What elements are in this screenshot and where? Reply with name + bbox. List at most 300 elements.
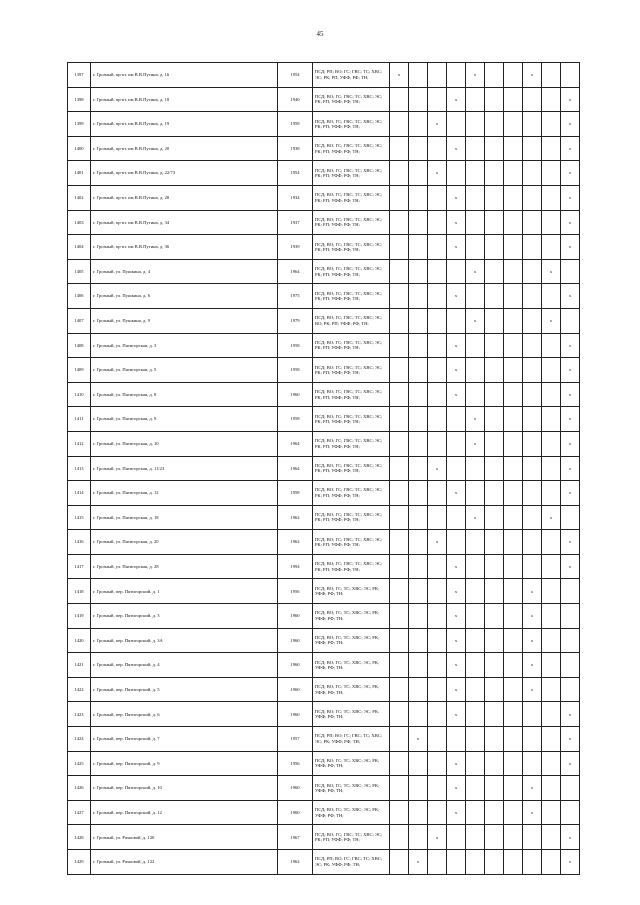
period-mark-cell <box>504 505 523 530</box>
period-mark-cell <box>390 136 409 161</box>
year-cell: 1956 <box>278 579 313 604</box>
period-mark-cell <box>542 333 561 358</box>
period-mark-cell <box>409 653 428 678</box>
year-cell: 1960 <box>278 677 313 702</box>
address-cell: г. Грозный, пр-кт. им В.В.Путина, д. 22/73 <box>91 161 278 186</box>
address-cell: г. Грозный, пер. Пятигорский, д. 3 <box>91 604 278 629</box>
year-cell: 1960 <box>278 628 313 653</box>
address-cell: г. Грозный, ул. Пушкина, д. 4 <box>91 259 278 284</box>
table-row <box>68 431 580 456</box>
period-mark-cell <box>466 185 485 210</box>
period-mark-cell <box>504 653 523 678</box>
works-list-cell: ПСД; ВО; ГС; ГВС; ТС; ХВС; ЭС; РК; РП; УФФ; РФ; ТН; <box>313 210 390 235</box>
works-list-cell: ПСД; ВО; ГС; ГВС; ТС; ХВС; ЭС; РК; РП; УФФ; РФ; ТН; <box>313 112 390 137</box>
table-row <box>68 87 580 112</box>
period-mark-cell <box>485 825 504 850</box>
period-mark-cell <box>466 530 485 555</box>
period-mark-cell: х <box>561 456 580 481</box>
period-mark-cell <box>523 87 542 112</box>
period-mark-cell <box>504 554 523 579</box>
address-cell: г. Грозный, пер. Пятигорский, д. 3А <box>91 628 278 653</box>
period-mark-cell <box>428 63 447 88</box>
period-mark-cell <box>485 333 504 358</box>
period-mark-cell <box>542 530 561 555</box>
period-mark-cell <box>447 112 466 137</box>
period-mark-cell <box>485 87 504 112</box>
period-mark-cell <box>428 87 447 112</box>
period-mark-cell: х <box>447 800 466 825</box>
address-cell: г. Грозный, ул. Пятигорская, д. 8 <box>91 382 278 407</box>
row-number: 1406 <box>68 284 91 309</box>
period-mark-cell: х <box>447 136 466 161</box>
period-mark-cell <box>504 776 523 801</box>
period-mark-cell <box>523 382 542 407</box>
row-number: 1402 <box>68 185 91 210</box>
period-mark-cell: х <box>561 87 580 112</box>
period-mark-cell <box>523 358 542 383</box>
period-mark-cell: х <box>561 382 580 407</box>
period-mark-cell <box>390 727 409 752</box>
works-list-cell: ПСД; ВО; ГС; ТС; ХВС; ЭС; РК; УФФ; РФ; ТН; <box>313 776 390 801</box>
period-mark-cell <box>409 702 428 727</box>
works-list-cell: ПСД; ВО; ГС; ГВС; ТС; ХВС; ЭС; РК; РП; УФФ; РФ; ТН; <box>313 554 390 579</box>
works-list-cell: ПСД; ВО; ГС; ГВС; ТС; ХВС; ЭС; РК; РП; УФФ; РФ; ТН; <box>313 456 390 481</box>
table-row <box>68 554 580 579</box>
period-mark-cell <box>409 800 428 825</box>
period-mark-cell <box>542 210 561 235</box>
row-number: 1423 <box>68 702 91 727</box>
period-mark-cell <box>542 63 561 88</box>
works-list-cell: ПСД; ВО; ГС; ГВС; ТС; ХВС; ЭС; РК; РП; УФФ; РФ; ТН; <box>313 161 390 186</box>
period-mark-cell <box>485 431 504 456</box>
period-mark-cell <box>409 112 428 137</box>
period-mark-cell <box>447 161 466 186</box>
period-mark-cell <box>409 284 428 309</box>
address-cell: г. Грозный, ул. Рахковой, д. 120 <box>91 825 278 850</box>
works-list-cell: ПСД; ВО; ГС; ГВС; ТС; ХВС; ЭС; РК; РП; УФФ; РФ; ТН; <box>313 136 390 161</box>
period-mark-cell: х <box>447 604 466 629</box>
period-mark-cell: х <box>561 481 580 506</box>
period-mark-cell <box>409 554 428 579</box>
row-number: 1426 <box>68 776 91 801</box>
address-cell: г. Грозный, ул. Пятигорская, д. 5 <box>91 358 278 383</box>
period-mark-cell <box>485 63 504 88</box>
year-cell: 1954 <box>278 63 313 88</box>
year-cell: 1958 <box>278 407 313 432</box>
address-cell: г. Грозный, ул. Пушкина, д. 6 <box>91 284 278 309</box>
period-mark-cell <box>542 628 561 653</box>
period-mark-cell <box>561 677 580 702</box>
period-mark-cell: х <box>542 505 561 530</box>
period-mark-cell <box>390 751 409 776</box>
period-mark-cell: х <box>447 333 466 358</box>
period-mark-cell <box>504 136 523 161</box>
period-mark-cell <box>466 653 485 678</box>
period-mark-cell <box>485 800 504 825</box>
period-mark-cell <box>504 850 523 875</box>
period-mark-cell: х <box>409 727 428 752</box>
address-cell: г. Грозный, ул. Пятигорская, д. 9 <box>91 407 278 432</box>
period-mark-cell: х <box>447 579 466 604</box>
table-row <box>68 677 580 702</box>
period-mark-cell <box>466 677 485 702</box>
row-number: 1415 <box>68 505 91 530</box>
period-mark-cell <box>504 456 523 481</box>
period-mark-cell <box>409 628 428 653</box>
address-cell: г. Грозный, ул. Пятигорская, д. 28 <box>91 554 278 579</box>
period-mark-cell <box>504 259 523 284</box>
period-mark-cell <box>390 702 409 727</box>
period-mark-cell <box>466 358 485 383</box>
year-cell: 1964 <box>278 259 313 284</box>
period-mark-cell <box>504 185 523 210</box>
period-mark-cell <box>466 136 485 161</box>
period-mark-cell <box>390 161 409 186</box>
row-number: 1429 <box>68 850 91 875</box>
period-mark-cell <box>390 677 409 702</box>
period-mark-cell <box>485 776 504 801</box>
row-number: 1407 <box>68 308 91 333</box>
period-mark-cell <box>390 358 409 383</box>
period-mark-cell <box>561 800 580 825</box>
works-list-cell: ПСД; ВО; ГС; ГВС; ТС; ХВС; ЭС; РК; РП; УФФ; РФ; ТН; <box>313 825 390 850</box>
period-mark-cell <box>409 259 428 284</box>
period-mark-cell: х <box>466 407 485 432</box>
row-number: 1416 <box>68 530 91 555</box>
period-mark-cell <box>561 776 580 801</box>
period-mark-cell <box>523 112 542 137</box>
period-mark-cell <box>390 210 409 235</box>
period-mark-cell <box>409 358 428 383</box>
period-mark-cell: х <box>523 653 542 678</box>
row-number: 1420 <box>68 628 91 653</box>
period-mark-cell: х <box>447 481 466 506</box>
period-mark-cell: х <box>447 284 466 309</box>
period-mark-cell <box>390 505 409 530</box>
table-row <box>68 702 580 727</box>
year-cell: 1958 <box>278 333 313 358</box>
table-row <box>68 481 580 506</box>
period-mark-cell <box>485 185 504 210</box>
year-cell: 1962 <box>278 505 313 530</box>
period-mark-cell <box>561 63 580 88</box>
period-mark-cell <box>542 185 561 210</box>
works-list-cell: ПСД; ВО; ГС; ГВС; ТС; ХВС; ЭС; РК; РП; УФФ; РФ; ТН; <box>313 235 390 260</box>
period-mark-cell <box>466 456 485 481</box>
year-cell: 1958 <box>278 112 313 137</box>
row-number: 1424 <box>68 727 91 752</box>
period-mark-cell <box>428 259 447 284</box>
period-mark-cell: х <box>561 554 580 579</box>
year-cell: 1957 <box>278 727 313 752</box>
period-mark-cell <box>485 554 504 579</box>
period-mark-cell <box>466 382 485 407</box>
year-cell: 1962 <box>278 530 313 555</box>
works-list-cell: ПСД; ВО; ГС; ГВС; ТС; ХВС; ЭС; РК; РП; УФФ; РФ; ТН; <box>313 87 390 112</box>
period-mark-cell <box>523 284 542 309</box>
period-mark-cell <box>542 653 561 678</box>
period-mark-cell: х <box>447 653 466 678</box>
period-mark-cell: х <box>466 505 485 530</box>
period-mark-cell <box>428 505 447 530</box>
period-mark-cell <box>466 800 485 825</box>
period-mark-cell <box>542 850 561 875</box>
works-list-cell: ПСД; ВО; ГС; ГВС; ТС; ХВС; ЭС; РК; РП; УФФ; РФ; ТН; <box>313 431 390 456</box>
works-list-cell: ПСД; ВО; ГС; ТС; ХВС; ЭС; РК; УФФ; РФ; ТН; <box>313 653 390 678</box>
period-mark-cell <box>561 653 580 678</box>
period-mark-cell <box>523 850 542 875</box>
period-mark-cell <box>485 677 504 702</box>
period-mark-cell <box>561 579 580 604</box>
period-mark-cell <box>409 308 428 333</box>
period-mark-cell <box>504 63 523 88</box>
row-number: 1425 <box>68 751 91 776</box>
period-mark-cell <box>390 284 409 309</box>
works-list-cell: ПСД; РП; ВО; ГС; ГВС; ТС; ХВС; ЭС; РК; РП; УФФ; РФ; ТН; <box>313 63 390 88</box>
table-row <box>68 333 580 358</box>
period-mark-cell <box>409 333 428 358</box>
period-mark-cell <box>447 456 466 481</box>
period-mark-cell <box>504 800 523 825</box>
address-cell: г. Грозный, пер. Пятигорский, д. 9 <box>91 751 278 776</box>
period-mark-cell <box>466 628 485 653</box>
period-mark-cell <box>428 308 447 333</box>
period-mark-cell <box>485 112 504 137</box>
year-cell: 1960 <box>278 604 313 629</box>
period-mark-cell <box>523 751 542 776</box>
period-mark-cell <box>542 358 561 383</box>
period-mark-cell: х <box>523 63 542 88</box>
row-number: 1404 <box>68 235 91 260</box>
row-number: 1409 <box>68 358 91 383</box>
period-mark-cell <box>409 530 428 555</box>
works-list-cell: ПСД; ВО; ГС; ГВС; ТС; ХВС; ЭС; РК; РП; УФФ; РФ; ТН; <box>313 407 390 432</box>
works-list-cell: ПСД; ВО; ГС; ТС; ХВС; ЭС; РК; УФФ; РФ; ТН; <box>313 751 390 776</box>
period-mark-cell: х <box>561 702 580 727</box>
table-row <box>68 653 580 678</box>
period-mark-cell <box>504 210 523 235</box>
period-mark-cell <box>485 604 504 629</box>
period-mark-cell: х <box>447 87 466 112</box>
row-number: 1401 <box>68 161 91 186</box>
period-mark-cell: х <box>447 235 466 260</box>
period-mark-cell <box>409 431 428 456</box>
year-cell: 1994 <box>278 554 313 579</box>
address-cell: г. Грозный, ул. Рахковой, д. 122 <box>91 850 278 875</box>
period-mark-cell <box>504 358 523 383</box>
row-number: 1398 <box>68 87 91 112</box>
period-mark-cell <box>504 727 523 752</box>
period-mark-cell <box>504 161 523 186</box>
period-mark-cell <box>504 628 523 653</box>
works-list-cell: ПСД; РП; ВО; ГС; ГВС; ТС; ХВС; ЭС; РК; УФФ; РФ; ТН; <box>313 727 390 752</box>
period-mark-cell <box>466 235 485 260</box>
address-cell: г. Грозный, пр-кт. им В.В.Путина, д. 20 <box>91 136 278 161</box>
period-mark-cell <box>485 579 504 604</box>
address-cell: г. Грозный, ул. Пятигорская, д. 18 <box>91 505 278 530</box>
address-cell: г. Грозный, ул. Пятигорская, д. 12 <box>91 481 278 506</box>
period-mark-cell <box>485 702 504 727</box>
year-cell: 1960 <box>278 800 313 825</box>
table-row <box>68 800 580 825</box>
period-mark-cell <box>485 628 504 653</box>
period-mark-cell: х <box>542 259 561 284</box>
address-cell: г. Грозный, пр-кт. им В.В.Путина, д. 36 <box>91 235 278 260</box>
period-mark-cell <box>542 825 561 850</box>
period-mark-cell <box>485 358 504 383</box>
period-mark-cell: х <box>447 677 466 702</box>
period-mark-cell <box>390 850 409 875</box>
period-mark-cell <box>561 628 580 653</box>
period-mark-cell <box>409 481 428 506</box>
address-cell: г. Грозный, пер. Пятигорский, д. 6 <box>91 702 278 727</box>
address-cell: г. Грозный, ул. Пятигорская, д. 3 <box>91 333 278 358</box>
period-mark-cell <box>523 554 542 579</box>
period-mark-cell <box>466 87 485 112</box>
period-mark-cell <box>390 628 409 653</box>
period-mark-cell <box>390 800 409 825</box>
period-mark-cell <box>523 530 542 555</box>
period-mark-cell <box>542 87 561 112</box>
period-mark-cell: х <box>390 63 409 88</box>
period-mark-cell <box>504 382 523 407</box>
works-list-cell: ПСД; РП; ВО; ГС; ГВС; ТС; ХВС; ЭС; РК; УФФ; РФ; ТН; <box>313 850 390 875</box>
period-mark-cell <box>466 333 485 358</box>
period-mark-cell <box>390 235 409 260</box>
period-mark-cell <box>542 800 561 825</box>
period-mark-cell: х <box>561 358 580 383</box>
period-mark-cell <box>504 579 523 604</box>
period-mark-cell: х <box>523 677 542 702</box>
period-mark-cell <box>466 112 485 137</box>
period-mark-cell <box>466 776 485 801</box>
period-mark-cell: х <box>561 136 580 161</box>
period-mark-cell <box>428 850 447 875</box>
period-mark-cell <box>428 407 447 432</box>
period-mark-cell <box>485 284 504 309</box>
period-mark-cell <box>390 554 409 579</box>
period-mark-cell: х <box>447 554 466 579</box>
period-mark-cell <box>390 481 409 506</box>
year-cell: 1960 <box>278 382 313 407</box>
address-cell: г. Грозный, пер. Пятигорский, д. 5 <box>91 677 278 702</box>
period-mark-cell <box>390 87 409 112</box>
period-mark-cell <box>409 63 428 88</box>
period-mark-cell <box>409 136 428 161</box>
period-mark-cell <box>485 505 504 530</box>
period-mark-cell <box>409 235 428 260</box>
works-list-cell: ПСД; ВО; ГС; ГВС; ТС; ХВС; ЭС; РК; РП; УФФ; РФ; ТН; <box>313 382 390 407</box>
address-cell: г. Грозный, ул. Пушкина, д. 9 <box>91 308 278 333</box>
period-mark-cell <box>504 284 523 309</box>
table-row <box>68 259 580 284</box>
period-mark-cell: х <box>428 530 447 555</box>
period-mark-cell: х <box>561 185 580 210</box>
registry-body <box>68 63 580 875</box>
period-mark-cell <box>409 579 428 604</box>
period-mark-cell <box>390 112 409 137</box>
row-number: 1413 <box>68 456 91 481</box>
year-cell: 1958 <box>278 358 313 383</box>
period-mark-cell: х <box>523 776 542 801</box>
row-number: 1411 <box>68 407 91 432</box>
period-mark-cell <box>428 702 447 727</box>
period-mark-cell <box>409 87 428 112</box>
period-mark-cell <box>466 481 485 506</box>
year-cell: 1934 <box>278 185 313 210</box>
period-mark-cell <box>466 161 485 186</box>
period-mark-cell <box>428 776 447 801</box>
page-number: 45 <box>316 30 324 38</box>
period-mark-cell <box>523 505 542 530</box>
table-row <box>68 112 580 137</box>
period-mark-cell <box>447 407 466 432</box>
year-cell: 1939 <box>278 235 313 260</box>
period-mark-cell <box>504 677 523 702</box>
period-mark-cell: х <box>561 407 580 432</box>
table-row <box>68 727 580 752</box>
table-row <box>68 776 580 801</box>
row-number: 1405 <box>68 259 91 284</box>
address-cell: г. Грозный, пер. Пятигорский, д. 1 <box>91 579 278 604</box>
period-mark-cell <box>523 161 542 186</box>
table-row <box>68 751 580 776</box>
period-mark-cell <box>409 825 428 850</box>
period-mark-cell <box>504 431 523 456</box>
period-mark-cell <box>390 431 409 456</box>
period-mark-cell <box>428 554 447 579</box>
period-mark-cell: х <box>466 308 485 333</box>
period-mark-cell: х <box>561 727 580 752</box>
period-mark-cell: х <box>447 776 466 801</box>
address-cell: г. Грозный, пр-кт. им В.В.Путина, д. 28 <box>91 185 278 210</box>
period-mark-cell <box>485 382 504 407</box>
address-cell: г. Грозный, пер. Пятигорский, д. 12 <box>91 800 278 825</box>
row-number: 1397 <box>68 63 91 88</box>
row-number: 1428 <box>68 825 91 850</box>
period-mark-cell <box>428 677 447 702</box>
period-mark-cell <box>523 333 542 358</box>
address-cell: г. Грозный, ул. Пятигорская, д. 11/23 <box>91 456 278 481</box>
year-cell: 1967 <box>278 825 313 850</box>
address-cell: г. Грозный, пр-кт. им В.В.Путина, д. 18 <box>91 87 278 112</box>
table-row <box>68 358 580 383</box>
period-mark-cell: х <box>561 825 580 850</box>
period-mark-cell <box>409 210 428 235</box>
row-number: 1417 <box>68 554 91 579</box>
period-mark-cell <box>485 530 504 555</box>
table-row <box>68 136 580 161</box>
works-list-cell: ПСД; ВО; ГС; ГВС; ТС; ХВС; ЭС; ВО; РК; РП; УФФ; РФ; ТН; <box>313 308 390 333</box>
period-mark-cell <box>542 751 561 776</box>
period-mark-cell <box>466 850 485 875</box>
works-list-cell: ПСД; ВО; ГС; ТС; ХВС; ЭС; РК; УФФ; РФ; ТН; <box>313 628 390 653</box>
period-mark-cell <box>542 284 561 309</box>
table-row <box>68 161 580 186</box>
period-mark-cell <box>485 308 504 333</box>
period-mark-cell <box>504 751 523 776</box>
table-row <box>68 185 580 210</box>
table-row <box>68 850 580 875</box>
period-mark-cell <box>523 727 542 752</box>
period-mark-cell <box>523 481 542 506</box>
period-mark-cell <box>466 751 485 776</box>
row-number: 1421 <box>68 653 91 678</box>
table-row <box>68 604 580 629</box>
period-mark-cell <box>428 136 447 161</box>
period-mark-cell <box>542 702 561 727</box>
period-mark-cell: х <box>447 185 466 210</box>
